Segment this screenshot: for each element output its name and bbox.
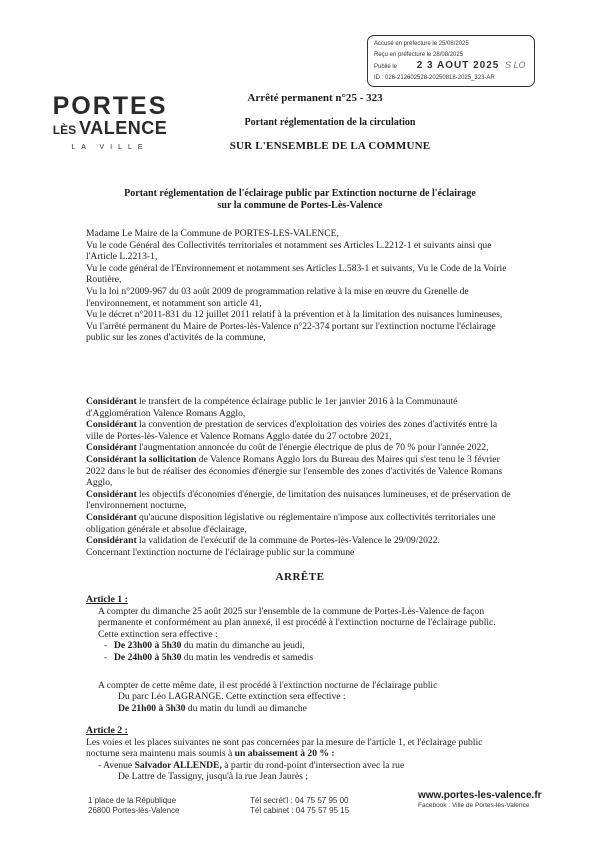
article-2-heading: Article 2 : — [86, 725, 128, 736]
concernant-line: Concernant l'extinction nocturne de l'éclairage public sur la commune — [86, 546, 355, 558]
considerant-keyword: Considérant la sollicitation — [86, 453, 197, 465]
considerant-keyword: Considérant — [86, 511, 137, 523]
considerant-item — [86, 396, 516, 419]
footer-address — [88, 796, 179, 816]
phone-cabinet: Tél cabinet : 04 75 57 95 15 — [250, 806, 350, 815]
stamp-published-label: Publié le — [374, 64, 398, 70]
visas-section — [86, 228, 516, 344]
stamp-published-date: 2 3 AOUT 2025 — [416, 60, 500, 71]
considerant-text: le transfert de la compétence éclairage public le 1er janvier 2016 à la Communauté d'Agglomération Valence Romans Agglo, — [86, 396, 458, 419]
phone-secretariat: Tél secrét'l : 04 75 57 95 00 — [250, 796, 349, 805]
considerants-section — [86, 396, 516, 558]
park-hours: De 21h00 à 5h30 — [118, 702, 186, 714]
considerant-text: qu'aucune disposition législative ou réglementaire n'impose aux collectivités territoriales une obligation générale et absolue d'éclairage, — [86, 511, 496, 535]
schedule-bullet — [86, 640, 516, 652]
stamp-line-2: Reçu en préfecture le 28/08/2025 — [374, 51, 464, 58]
logo-les-valence — [40, 119, 180, 140]
city-logo — [40, 93, 180, 154]
visa-line: Vu la loi n°2009-967 du 03 août 2009 de programmation relative à la mise en œuvre du Grenelle de l'environnement, et notamment son article 41, — [86, 285, 469, 309]
considerant-keyword: Considérant — [86, 488, 137, 500]
considerant-item — [86, 489, 516, 512]
article-2-item-line2: De Lattre de Tassigny, jusqu'à la rue Jean Jaurès ; — [118, 771, 308, 783]
item-rest: à partir du rond-point d'intersection avec la rue — [221, 759, 405, 771]
article-2-dimming: un abaissement à 20 % : — [234, 748, 335, 760]
article-1-heading: Article 1 : — [86, 594, 128, 605]
item-prefix: - Avenue — [98, 759, 135, 771]
schedule-days: du matin les vendredis et samedis — [181, 651, 314, 663]
arrete-number: Arrêté permanent n°25 - 323 — [247, 92, 383, 104]
schedule-days: du matin du dimanche au jeudi, — [181, 640, 305, 652]
considerant-keyword: Considérant — [86, 419, 137, 431]
schedule-bullet — [86, 652, 516, 664]
schedule-hours: De 23h00 à 5h30 — [114, 640, 182, 652]
logo-valence: VALENCE — [79, 118, 168, 138]
considerant-keyword: Considérant — [86, 535, 137, 547]
article-2-intro — [86, 737, 516, 760]
considerant-text: de Valence Romans Agglo lors du Bureau des Maires qui s'est tenu le 3 février 2022 dans le but de réaliser des économies d'énergie sur l'ensemble des zones d'activités de Valence Romans Agglo, — [86, 453, 503, 489]
logo-les: LÈS — [52, 123, 77, 137]
stamp-initials: S LO — [505, 60, 526, 70]
considerant-keyword: Considérant — [86, 442, 137, 454]
logo-la-ville: LA VILLE — [71, 144, 149, 151]
considerant-text: la convention de prestation de services d'exploitation des voiries des zones d'activités entre la ville de Portes-lès-Valence et Valence Romans Agglo datée du 27 octobre 2021, — [86, 419, 498, 442]
park-days: du matin du lundi au dimanche — [185, 702, 307, 714]
stamp-line-3 — [374, 60, 528, 73]
portant-circulation: Portant réglementation de la circulation — [244, 117, 416, 128]
facebook-link[interactable]: Facebook : Ville de Portes-lès-Valence — [418, 802, 530, 809]
subject-line-1: Portant réglementation de l'éclairage public par Extinction nocturne de l'éclairage — [124, 188, 476, 199]
prefecture-stamp — [367, 35, 535, 87]
item-street: Salvador ALLENDE, — [134, 759, 222, 771]
footer-web — [418, 791, 542, 811]
considerant-item — [86, 535, 516, 547]
article-1-intro: A compter du dimanche 25 août 2025 sur l'ensemble de la commune de Portes-Lès-Valence de façon permanente et conformément au plan annexé, il est procédé à l'extinction nocturne de l'éclairage public. Cette extinction sera effective : — [98, 605, 496, 640]
article-1 — [86, 594, 516, 714]
footer-phones — [250, 796, 349, 816]
visa-line: Vu le code général de l'Environnement et notamment ses Articles L.583-1 et suivants, Vu le Code de la Voirie Routière, — [86, 262, 507, 286]
considerant-item — [86, 442, 516, 454]
article-1-park-line: Du parc Léo LAGRANGE. Cette extinction sera effective : — [118, 691, 346, 703]
stamp-line-4: ID : 026-212602528-20250818-2025_323-AR — [374, 74, 495, 81]
visa-line: Vu le décret n°2011-831 du 12 juillet 2011 relatif à la prévention et à la limitation des nuisances lumineuses, — [86, 309, 503, 321]
arrete-title: ARRÊTE — [275, 571, 325, 583]
logo-portes: PORTES — [52, 92, 168, 120]
article-2-intro-text: Les voies et les places suivantes ne sont pas concernées par la mesure de l'article 1, et l'éclairage public nocturne sera maintenu mais soumis à — [86, 736, 483, 760]
considerant-keyword: Considérant — [86, 396, 137, 407]
considerant-text: l'augmentation annoncée du coût de l'énergie électrique de plus de 70 % pour l'année 2022, — [136, 442, 489, 454]
visa-line: Vu le code Général des Collectivités territoriales et notamment ses Articles L.2212-1 et suivants ainsi que l'Article L.2213-1, — [86, 239, 492, 263]
visa-line: Vu l'arrêté permanent du Maire de Portes-lès-Valence n°22-374 portant sur l'extinction nocturne l'éclairage public sur les zones d'activités de la commune, — [86, 320, 496, 344]
scope-heading: SUR L'ENSEMBLE DE LA COMMUNE — [229, 140, 431, 152]
address-line-2: 26800 Portes-lès-Valence — [88, 806, 180, 815]
considerant-item — [86, 419, 516, 442]
stamp-line-1: Accusé en préfecture le 25/08/2025 — [374, 41, 469, 47]
article-2-item — [86, 760, 516, 772]
article-2 — [86, 725, 516, 783]
subject-heading — [75, 188, 525, 212]
website-link[interactable]: www.portes-les-valence.fr — [418, 790, 542, 801]
considerant-item — [86, 454, 516, 489]
address-line-1: 1 place de la République — [88, 796, 177, 805]
subject-line-2: sur la commune de Portes-Lès-Valence — [217, 200, 383, 211]
article-1-park-schedule — [86, 703, 516, 715]
visa-line: Madame Le Maire de la Commune de PORTES-LES-VALENCE, — [86, 228, 339, 239]
article-1-park-intro: A compter de cette même date, il est procédé à l'extinction nocturne de l'éclairage public — [98, 679, 438, 691]
considerant-item — [86, 512, 516, 535]
schedule-hours: De 24h00 à 5h30 — [114, 651, 182, 663]
considerant-text: la validation de l'exécutif de la commune de Portes-lès-Valence le 29/09/2022. — [136, 535, 440, 547]
considerant-text: les objectifs d'économies d'énergie, de limitation des nuisances lumineuses, et de préservation de l'environnement nocturne, — [86, 488, 511, 512]
